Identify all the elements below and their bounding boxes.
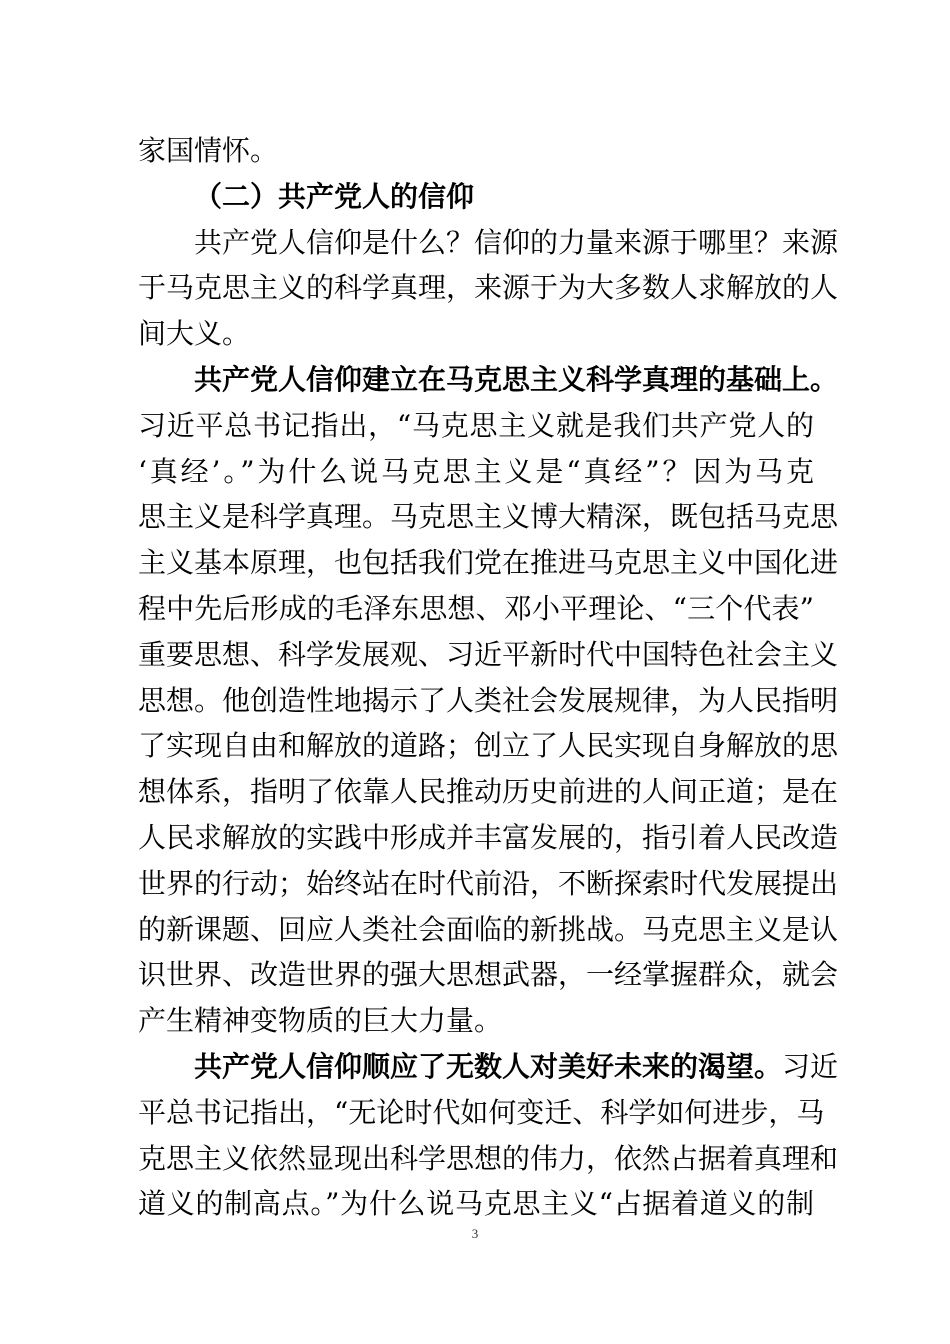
section-heading: （二）共产党人的信仰 (194, 179, 475, 213)
text-line: 产生精神变物质的巨大力量。 (138, 1004, 503, 1038)
text-line-mixed (138, 1044, 839, 1090)
text-line: 间大义。 (138, 317, 251, 351)
text-line: 人民求解放的实践中形成并丰富发展的，指引着人民改造 (138, 820, 839, 854)
text-line: 习近平总书记指出，“马克思主义就是我们共产党人的 (138, 408, 814, 442)
text-line: 思想。他创造性地揭示了人类社会发展规律，为人民指明 (138, 683, 839, 717)
text-line: 思主义是科学真理。马克思主义博大精深，既包括马克思 (138, 500, 839, 534)
text-run: 习近 (782, 1049, 839, 1083)
text-line: 家国情怀。 (138, 134, 279, 167)
text-line: 的新课题、回应人类社会面临的新挑战。马克思主义是认 (138, 912, 839, 946)
text-line: 程中先后形成的毛泽东思想、邓小平理论、“三个代表” (138, 591, 814, 625)
text-line: 重要思想、科学发展观、习近平新时代中国特色社会主义 (138, 637, 839, 671)
text-line: 于马克思主义的科学真理，来源于为大多数人求解放的人 (138, 271, 839, 305)
text-line: 平总书记指出，“无论时代如何变迁、科学如何进步，马 (138, 1095, 825, 1129)
text-line: 识世界、改造世界的强大思想武器，一经掌握群众，就会 (138, 958, 839, 992)
text-line: 了实现自由和解放的道路；创立了人民实现自身解放的思 (138, 729, 839, 763)
text-line: 克思主义依然显现出科学思想的伟力，依然占据着真理和 (138, 1141, 839, 1175)
text-line: 想体系，指明了依靠人民推动历史前进的人间正道；是在 (138, 775, 839, 809)
text-line: 道义的制高点。”为什么说马克思主义“占据着道义的制 (138, 1187, 814, 1221)
text-line: 世界的行动；始终站在时代前沿，不断探索时代发展提出 (138, 866, 839, 900)
body-text (138, 128, 839, 1227)
text-line: ‘真经’。”为什么说马克思主义是“真经”？因为马克 (138, 454, 814, 488)
text-line: 主义基本原理，也包括我们党在推进马克思主义中国化进 (138, 546, 839, 580)
text-line: 共产党人信仰是什么？信仰的力量来源于哪里？来源 (194, 225, 839, 259)
page-number: 3 (471, 1226, 479, 1241)
bold-lead-sentence: 共产党人信仰顺应了无数人对美好未来的渴望。 (194, 1049, 783, 1083)
bold-lead-sentence: 共产党人信仰建立在马克思主义科学真理的基础上。 (194, 362, 839, 396)
